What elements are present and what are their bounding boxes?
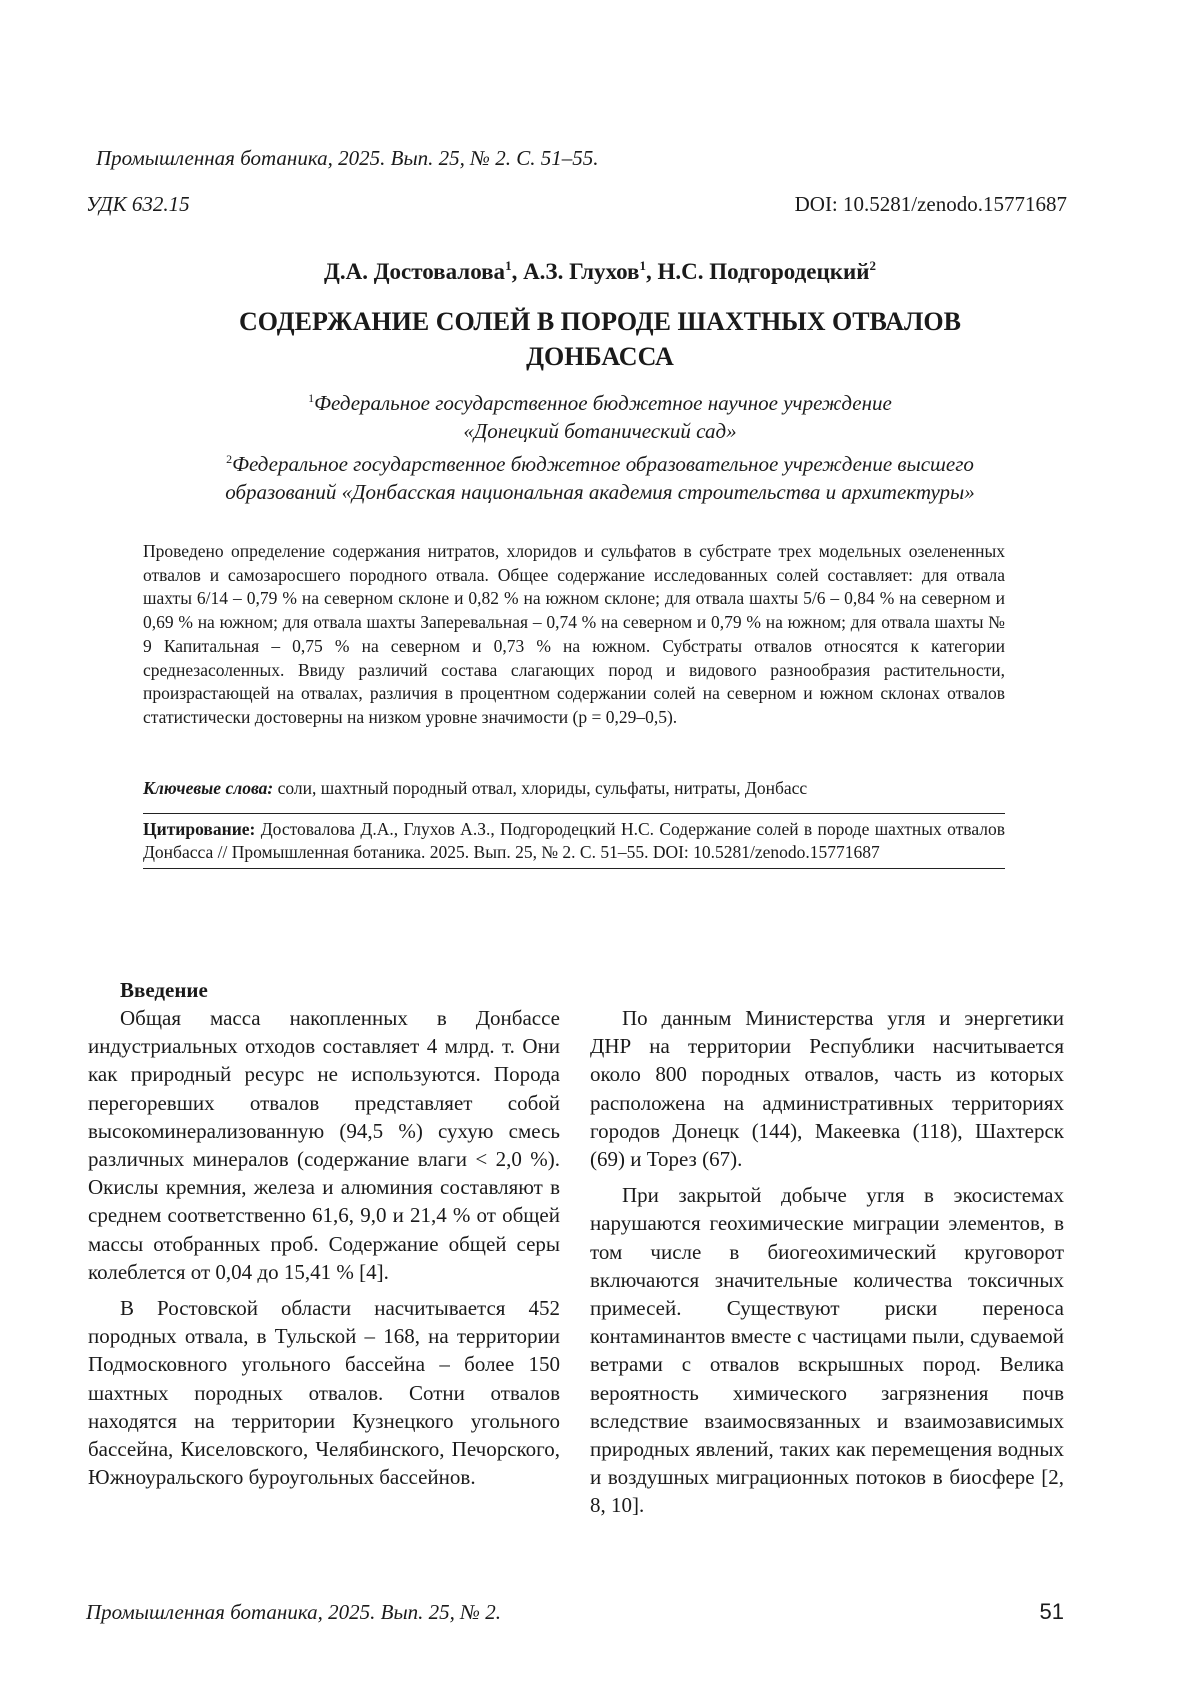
body-paragraph: По данным Министерства угля и энергетики ДНР на территории Республики насчитывается около 800 породных отвалов, часть из которых расположена на административных территориях городов Донецк (144), Макеевка (118), Шахтерск (69) и Торез (67).: [590, 1006, 1064, 1172]
affiliation-1-line-1: [120, 384, 1080, 417]
keywords-label: Ключевые слова:: [143, 778, 274, 798]
title-line: СОДЕРЖАНИЕ СОЛЕЙ В ПОРОДЕ ШАХТНЫХ ОТВАЛОВ: [239, 307, 961, 336]
citation-text: Достовалова Д.А., Глухов А.З., Подгородецкий Н.С. Содержание солей в породе шахтных отвалов Донбасса // Промышленная ботаника. 2025. Вып. 25, № 2. С. 51–55. DOI: 10.5281/zenodo.15771687: [143, 819, 1005, 862]
author-name: А.З. Глухов: [523, 259, 640, 284]
affiliation-2-line-2: образований «Донбасская национальная академия строительства и архитектуры»: [225, 480, 975, 504]
author-name: Н.С. Подгородецкий: [657, 259, 870, 284]
body-paragraph: Общая масса накопленных в Донбассе индустриальных отходов составляет 4 млрд. т. Они как природный ресурс не используются. Порода перегоревших отвалов представляет собой высокоминерализованную (94,5 %) сухую смесь различных минералов (содержание влаги < 2,0 %). Окислы кремния, железа и алюминия составляют в среднем соответственно 61,6, 9,0 и 21,4 % от общей массы отобранных проб. Содержание общей серы колеблется от 0,04 до 15,41 % [4].: [88, 1006, 560, 1284]
author-separator: ,: [511, 259, 524, 284]
keywords-text: соли, шахтный породный отвал, хлориды, сульфаты, нитраты, Донбасс: [273, 778, 808, 798]
body-paragraph: При закрытой добыче угля в экосистемах нарушаются геохимические миграции элементов, в том числе в биогеохимический круговорот включаются значительные количества токсичных примесей. Существуют риски переноса контаминантов вместе с частицами пыли, сдуваемой ветрами с отвалов вскрышных пород. Велика вероятность химического загрязнения почв вследствие взаимосвязанных и взаимозависимых природных явлений, таких как перемещения водных и воздушных миграционных потоков в биосфере [2, 8, 10].: [590, 1183, 1064, 1518]
footer-journal: Промышленная ботаника, 2025. Вып. 25, № 2.: [86, 1600, 501, 1624]
abstract: Проведено определение содержания нитратов, хлоридов и сульфатов в субстрате трех модельных озелененных отвалов и самозаросшего породного отвала. Общее содержание исследованных солей составляет: для отвала шахты 6/14 – 0,79 % на северном склоне и 0,82 % на южном склоне; для отвала шахты 5/6 – 0,84 % на северном и 0,69 % на южном; для отвала шахты Заперевальная – 0,74 % на северном и 0,79 % на южном; для отвала шахты № 9 Капитальная – 0,75 % на северном и 0,73 % на южном. Субстраты отвалов относятся к категории среднезасоленных. Ввиду различий состава слагающих пород и видового разнообразия растительности, произрастающей на отвалах, различия в процентном содержании солей на северном и южном склонах отвалов статистически достоверны на низком уровне значимости (р = 0,29–0,5).: [143, 541, 1005, 727]
author-name: Д.А. Достовалова: [324, 259, 506, 284]
author-affiliation-mark: 2: [869, 258, 876, 273]
section-heading: Введение: [120, 978, 208, 1002]
doi[interactable]: DOI: 10.5281/zenodo.15771687: [794, 192, 1067, 216]
body-column-left: [88, 976, 560, 1499]
page-number: 51: [1039, 1599, 1064, 1624]
affiliation-2-line-1: [120, 445, 1080, 478]
body-paragraph: В Ростовской области насчитывается 452 породных отвала, в Тульской – 168, на территории Подмосковного угольного бассейна – более 150 шахтных породных отвалов. Сотни отвалов находятся на территории Кузнецкого угольного бассейна, Киселовского, Челябинского, Печорского, Южноуральского буроугольных бассейнов.: [88, 1296, 560, 1490]
author-separator: ,: [645, 259, 658, 284]
authors-line: [0, 258, 1200, 285]
affiliation-mark: 2: [226, 452, 233, 466]
body-column-right: [590, 1004, 1064, 1528]
udc-code: УДК 632.15: [86, 192, 190, 216]
journal-reference: Промышленная ботаника, 2025. Вып. 25, № 2. С. 51–55.: [96, 146, 599, 170]
article-title: [150, 304, 1050, 374]
title-line: ДОНБАССА: [526, 342, 674, 371]
author-affiliation-mark: 1: [639, 258, 646, 273]
citation-label: Цитирование:: [143, 819, 256, 839]
affiliation-1-line-2: «Донецкий ботанический сад»: [463, 419, 737, 443]
affiliation-mark: 1: [308, 391, 315, 405]
citation-box: [143, 813, 1005, 869]
affiliations: [120, 384, 1080, 506]
keywords: [143, 778, 1005, 799]
affiliation-text: Федеральное государственное бюджетное научное учреждение: [314, 391, 892, 415]
author-affiliation-mark: 1: [505, 258, 512, 273]
affiliation-text: Федеральное государственное бюджетное образовательное учреждение высшего: [232, 452, 974, 476]
